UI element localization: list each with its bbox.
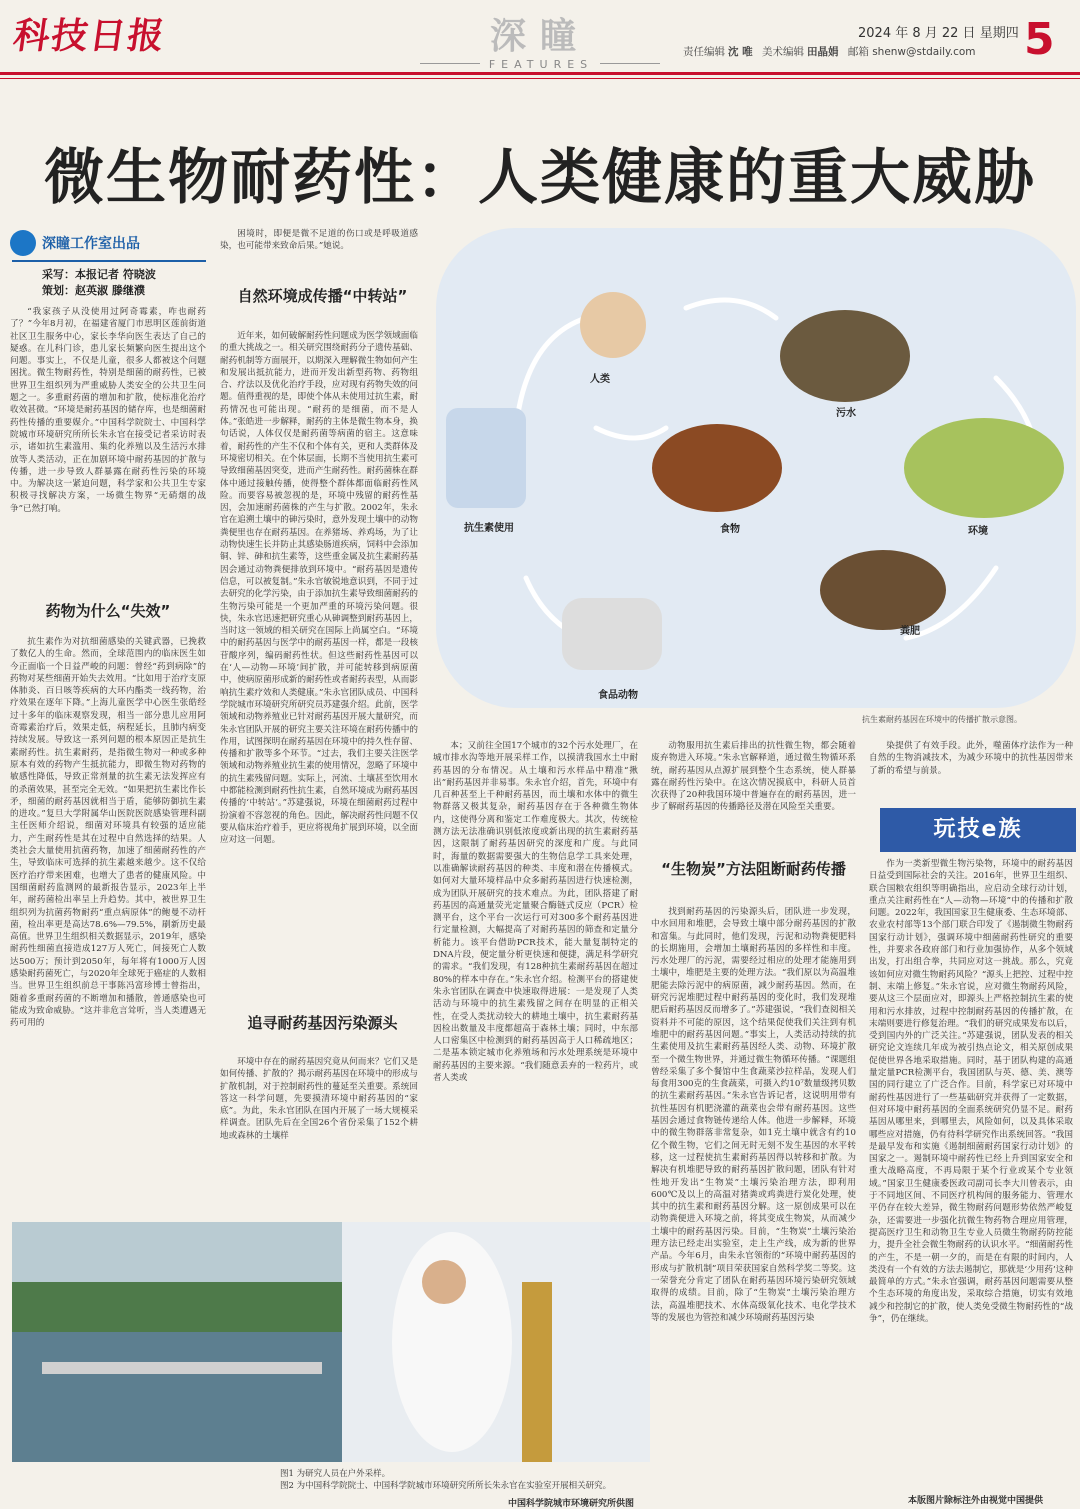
subhead-1: 药物为什么“失效”	[45, 602, 171, 620]
top-rule-thin	[0, 78, 1080, 79]
diagram-node-sewage: 污水	[836, 408, 856, 419]
art-editor-name: 田晶娟	[807, 46, 839, 58]
divider	[420, 63, 480, 64]
article-column-5b: 作为一类新型微生物污染物，环境中的耐药基因日益受到国际社会的关注。2016年，世界卫生组织、联合国粮农组织等明确指出，应启动全球行动计划，重点关注耐药性在“人—动物—环境”中的传播和扩散问题。2022年，我国国家卫生健康委、生态环境部、农业农村部等13个部门联合印发了《遏制微生物耐药国家行动计划》，强调环境中细菌耐药性研究的重要性，并要求各政府部门和行业加强协作，从多个领域出发，打出组合拳，共同应对这一挑战。那么，究竟该如何应对微生物耐药风险？“源头上把控、过程中控制、末端上修复。”朱永官说，应对微生物耐药风险，要从这三个层面应对，即源头上严格控制抗生素的使用和污水排放，过程中控制耐药基因的传播扩散，在末端则要进行修复治理。“我们的研究成果发布以后，受到国内外的广泛关注。”苏建强说，团队发表的相关研究论文连续几年成为被引热点论文，相关原创成果促使世界各地采取措施。同时，基于团队构建的高通量定量PCR检测平台，我国团队与英、德、美、澳等国的同行建立了广泛合作。目前，科学家已对环境中耐药性基因进行了一些基础研究并获得了一定数据，但对环境中耐药基因的全面系统研究仍显不足。耐药基因从哪里来，到哪里去，风险如何，以及具体采取哪些应对措施，仍有待科学研究作出系统回答。“我国是最早发布和实施《遏制细菌耐药国家行动计划》的国家之一。遏制环境中耐药性已经上升到国家安全和重大战略高度，不再局限于某个行业或某个专业领域。”国家卫生健康委医政司副司长李大川曾表示，由于不同地区间、不同医疗机构间的服务能力、管理水平仍存在较大差异，微生物耐药问题形势依然严峻复杂，还需要进一步强化抗微生物药物合理应用管理，提高医疗卫生和动物卫生专业人员微生物耐药防控能力，提升全社会微生物耐药的认识水平。“细菌耐药性的产生，不是一朝一夕的，而是在有限的时间内，人类没有一个有效的方法去遏制它，那就是‘少用药’这种最简单的方式。”朱永官强调，耐药基因问题需要从整个生态环境的角度出发，采取综合措施，切实有效地减少和控制它的扩散，使人类免受微生物耐药性的“战争”，仍在继续。	[869, 859, 1073, 1324]
article-column-2b: 近年来，如何破解耐药性问题成为医学领域面临的重大挑战之一。相关研究围绕耐药分子遗传基础、耐药机制等方面展开，以期深入理解微生物如何产生和发展出抵抗能力，进而开发出新型药物、药物组合、疗法以及优化治疗手段，应对现有药物失效的问题。值得重视的是，即使个体从未使用过抗生素，耐药情况也可能出现。“耐药的是细菌，而不是人体。”张皓进一步解释，耐药的主体是微生物本身，换句话说，人体仅仅是耐药菌等病菌的宿主。这意味着，耐药性的产生不仅和个体有关，更和人类群体及环境密切相关。在个体层面，长期不当使用抗生素可导致细菌基因突变，进而产生耐药性。耐药菌株在群体中通过接触传播，使得整个群体都面临耐药性风险。而要容易被忽视的是，环境中残留的耐药性基因，会加速耐药菌株的产生与扩散。2002年，朱永官在追溯土壤中的砷污染时，意外发现土壤中的动物粪便里也存在耐药基因。在养猪场、养鸡场，为了让动物快速生长并防止其感染肠道疾病，饲料中会添加铜、锌、砷和抗生素等，这些重金属及抗生素耐药基因会通过动物粪便排放到环境中。“耐药基因是遗传信息，可以被复制。”朱永官敏锐地意识到，不同于过去研究的化学污染，由于添加抗生素导致细菌耐药的生物污染可能是一个更加严重的环境污染问题。很快，朱永官迅速把研究重心从砷调整到耐药基因上，当时这一领域的相关研究在国际上尚属空白。“环境中的耐药基因与医学中的耐药基因一样，都是一段核苷酸序列，编码耐药性状。但这些耐药性基因可以在‘人—动物—环境’间扩散，并可能转移到病原菌中，使病原菌形成新的耐药性或者耐药表型，从而影响抗生素疗效和人类健康。”朱永官团队成员、中国科学院城市环境研究所研究员苏建强介绍。此前，医学领域和动物养殖业已针对耐药基因开展大量研究，而朱永官团队开展的研究主要关注环境在耐药传播中的作用，试图探明在耐药基因在环境中的持久性存留、传播和扩散等多个环节。“过去，我们主要关注医学领域和动物养殖业抗生素的使用情况，忽略了环境中的抗生素残留问题。实际上，河流、土壤甚至饮用水中都能检测到耐药性抗生素，自然环境成为耐药基因传播的‘中转站’。”苏建强说，环境在细菌耐药过程中扮演着不容忽视的角色。因此，解决耐药性问题不仅要从临床治疗着手，更应将视角扩展到环境，以全面应对这一问题。	[220, 331, 418, 846]
diagram-node-food: 食物	[720, 524, 740, 535]
article-column-4b: 找到耐药基因的污染源头后，团队进一步发现，中水回用和堆肥，会导致土壤中部分耐药基因的扩散和富集。与此同时，他们发现，污泥和动物粪便肥料的长期施用，会增加土壤耐药基因的多样性和丰度。污水处理厂的污泥，需要经过相应的处理才能施用到土壤中，堆肥是主要的处理方法。“我们原以为高温堆肥能去除污泥中的病原菌，减少耐药基因。然而，在研究污泥堆肥过程中耐药基因的变化时，我们发现堆肥后耐药基因反而增多了。”苏建强说，“我们查阅相关资料并不可能的原因，这个结果促使我们关注到有机堆肥中的耐药基因问题。”事实上，人类活动持续的抗生素使用及抗生素耐药基因经人类、动物、环境扩散至一个微生物世界，并通过微生物循环传播。“课题组曾经采集了多个餐馆中生食蔬菜沙拉样品，发现人们每食用300克的生食蔬菜，可摄入约10⁷数量级拷贝数的抗生素耐药基因。”朱永官告诉记者，这说明用带有抗性基因有机肥浇灌的蔬菜也会带有耐药基因。这些基因会通过食物链传递给人体。他进一步解释，环境中的微生物群落非常复杂，如1克土壤中就含有约10亿个微生物，它们之间无时无刻不发生基因的水平转移，这一过程使抗生素耐药基因得以转移和扩散。为解决有机堆肥导致的耐药基因扩散问题，团队有针对性地开发出“生物炭”土壤污染治理方法，即利用600℃及以上的高温对猪粪或鸡粪进行炭化处理，使其中的抗生素和耐药基因分解。这一原创成果可以在动物粪便进入环境之前，将其变成生物炭，从而减少土壤中的耐药基因污染。目前，“生物炭”土壤污染治理方法已经走出实验室，走上生产线，成为新的世界产品。今年6月，由朱永官领衔的“环境中耐药基因的形成与扩散机制”项目荣获国家自然科学奖二等奖。这一荣誉充分肯定了团队在耐药基因环境污染研究领域取得的成绩。目前，除了“生物炭”土壤污染治理方法，高温堆肥技术、水体高级氧化技术、电化学技术等的发展也为管控和减少环境耐药基因污染	[651, 907, 856, 1323]
human-image	[580, 292, 646, 358]
article-column-3: 本；又前往全国17个城市的32个污水处理厂，在城市排水沟等地开展采样工作，以摸清我国水土中耐药基因的分布情况。从土壤和污水样品中精准“揪出”耐药基因并非易事。朱永官介绍，首先，环境中有几百种甚至上千种耐药基因，而土壤和水体中的微生物群落又极其复杂，耐药基因存在于各种微生物体内，这使得分离和鉴定工作难度极大。其次，传统检测方法无法准确识别低浓度或新出现的抗生素耐药基因，这限制了耐药基因研究的深度和广度。与此同时，海量的数据需要强大的生物信息学工具来处理，以准确解读耐药基因的种类、丰度和潜在传播模式。如何对大量环境样品中众多耐药基因进行快速检测，成为团队开展研究的技术难点。为此，团队搭建了耐药基因的高通量荧光定量聚合酶链式反应（PCR）检测平台，这个平台一次运行可对300多个耐药基因进行定量检测，大幅提高了对耐药基因的筛查和定量分析能力。该平台借助PCR技术，能大量复制特定的DNA片段，便定量分析更快速和便捷，满足科学研究的需求。“我们发现，有128种抗生素耐药基因在超过80%的样本中存在。”朱永官介绍。检测平台的搭建使朱永官团队在调查中快速取得进展：一是发现了人类活动与环境中的抗生素残留之间存在明显的正相关性，在受人类扰动较大的耕地土壤中，抗生素耐药基因检出数量及丰度都超高于森林土壤；同时，中东部人口密集区中检测到的耐药基因高于人口稀疏地区；二是基本锁定城市化养殖场和污水处理系统是环境中耐药基因的主要来源。“我们随意丢弃的一粒药片，或者人类或	[433, 741, 638, 1084]
article-column-1b: 抗生素作为对抗细菌感染的关键武器，已挽救了数亿人的生命。然而，全球范围内的临床医生如今正面临一个日益严峻的问题：曾经“药到病除”的药物对某些细菌开始失去效用。“比如用于治疗支原体肺炎、百日咳等疾病的大环内酯类一线药物，治疗效果在逐年下降。”上海儿童医学中心医生张皓经过十多年的临床观察发现，相当一部分患儿应用阿奇霉素治疗后，效果走低，病程延长，且肺内病变持续发展。导致这一系列问题的根本原因正是抗生素耐药性。抗生素耐药，是指微生物对一种或多种原本有效的药物产生抵抗能力，即微生物对药物的敏感性降低，导致正常剂量的抗生素无法发挥应有的杀菌效果，甚至完全无效。“如果把抗生素比作长矛，细菌的耐药基因就相当于盾，能够防御抗生素的进攻。”复旦大学附属华山医院医院感染管理科副主任医师介绍说，细菌对环境具有较强的适应能力，产生耐药性是其在过程中自然选择的结果。人类社会大量使用抗菌药物，加速了细菌耐药性的产生，导致临床可选择的抗生素越来越少。这不仅给医疗治疗带来困难，也增大了患者的健康风险。中国细菌耐药监测网的最新报告显示，2023年上半年，耐药菌检出率呈上升趋势。其中，被世界卫生组织列为抗菌药物耐药“重点病原体”的鲍曼不动杆菌，检出率更是高达78.6%—79.5%，刷新历史最高值。世界卫生组织相关数据显示，2019年，感染耐药性细菌直接造成127万人死亡，间接死亡人数达500万；预计到2050年，每年将有1000万人因感染耐药菌死亡，与2020年全球死于癌症的人数相当。世界卫生组织前总干事陈冯富珍博士曾指出，随着多重耐药菌的不断增加和播散，普通感染也可能成为致命威胁。“这并非危言耸听，当人类遭遇无药可用的	[10, 637, 206, 1029]
section-subtitle: FEATURES	[488, 58, 594, 71]
editor-label: 责任编辑	[683, 46, 725, 58]
diagram-node-antibiotic-use: 抗生素使用	[464, 523, 514, 534]
reporter-line: 采写：本报记者 符晓波	[42, 268, 156, 281]
subhead-2: 自然环境成传播“中转站”	[237, 287, 408, 305]
field-sampling-photo	[12, 1222, 650, 1462]
food-image	[652, 424, 782, 512]
antibiotic-pills-image	[446, 408, 526, 508]
email-label: 邮箱	[847, 46, 869, 58]
photo-caption-2: 图2 为中国科学院院士、中国科学院城市环境研究所所长朱永官在实验室开展相关研究。	[280, 1481, 612, 1491]
subhead-4: “生物炭”方法阻断耐药传播	[661, 860, 846, 878]
cattle-image	[562, 598, 662, 670]
photo-credit: 中国科学院城市环境研究所供图	[508, 1499, 635, 1509]
page-number: 5	[1024, 14, 1055, 65]
top-rule	[0, 72, 1080, 75]
photo-caption-1: 图1 为研究人员在户外采样。	[280, 1469, 391, 1479]
article-column-2a: 困境时，即便是微不足道的伤口或是呼吸道感染，也可能带来致命后果。”她说。	[220, 229, 418, 252]
email[interactable]: shenw@stdaily.com	[872, 46, 976, 58]
article-column-2c: 环境中存在的耐药基因究竟从何而来？它们又是如何传播、扩散的？揭示耐药基因在环境中的形成与扩散机制，对于控制耐药性的蔓延至关重要。系统回答这一科学问题，先要摸清环境中耐药基因的“家底”。为此，朱永官团队在国内开展了一场大规模采样调查。团队先后在全国26个省份采集了152个耕地或森林的土壤样	[220, 1057, 418, 1141]
issue-date: 2024 年 8 月 22 日 星期四	[858, 26, 1019, 41]
diagram-node-livestock: 食品动物	[598, 690, 638, 701]
brand-banner: 玩技e族	[880, 808, 1076, 852]
newspaper-logo: 科技日报	[10, 15, 169, 57]
diagram-caption: 抗生素耐药基因在环境中的传播扩散示意图。	[862, 715, 1022, 724]
article-column-5a: 染提供了有效手段。此外，噬菌体疗法作为一种自然的生物消减技术，为减少环境中的抗性基因带来了新的希望与前景。	[869, 741, 1073, 776]
sewage-image	[780, 310, 910, 402]
diagram-node-manure: 粪肥	[900, 626, 920, 637]
article-column-1a: “我家孩子从没使用过阿奇霉素，咋也耐药了？”今年8月初，在福建省厦门市思明区莲前街道社区卫生服务中心，家长李华向医生表达了自己的疑惑。在儿科门诊，患儿家长频繁向医生提出这个问题。事实上，不仅是儿童，很多人都被这个问题困扰。微生物耐药性，特别是细菌的耐药性，已被世界卫生组织列为严重威胁人类安全的公共卫生问题之一。多重耐药菌的增加和扩散，使标准化治疗收效甚微。“环境是耐药基因的储存库，也是细菌耐药性传播的重要媒介。”中国科学院院士、中国科学院城市环境研究所所长朱永官在接受记者采访时表示，诸如抗生素滥用、集约化养殖以及生活污水排放等人类活动，正在加剧环境中耐药基因的扩散与传播，进一步导致人群暴露在耐药性污染的环境中。为解决这一紧迫问题，科学家和公共卫生专家积极寻找解决方案，一场微生物界“无硝烟的战争”已然打响。	[10, 307, 206, 514]
photo-illustration	[12, 1222, 650, 1462]
section-title: 深瞳	[489, 16, 590, 57]
divider	[600, 63, 660, 64]
art-editor-label: 美术编辑	[762, 46, 804, 58]
article-column-4a: 动物服用抗生素后排出的抗性微生物，都会随着废弃物进入环境。”朱永官解释道，通过微生物循环系统，耐药基因从点源扩展到整个生态系统，使人群暴露在耐药性污染中。在这次情况摸底中，科研人员首次获得了20种我国环境中普遍存在的耐药基因，进一步了解耐药基因的传播路径及潜在风险至关重要。	[651, 741, 856, 813]
editor-info	[683, 44, 976, 59]
diagram-node-human: 人类	[590, 374, 610, 385]
subhead-3: 追寻耐药基因污染源头	[247, 1014, 398, 1032]
studio-logo-icon	[10, 230, 36, 256]
editor-name: 沈 唯	[728, 46, 753, 58]
manure-image	[820, 550, 946, 630]
environment-image	[904, 418, 1064, 518]
diagram-node-environment: 环境	[968, 526, 988, 537]
divider	[12, 260, 206, 262]
photo-caption	[280, 1468, 611, 1492]
studio-name: 深瞳工作室出品	[42, 236, 140, 252]
planning-line: 策划：赵英淑 滕继濮	[42, 284, 145, 297]
page-footnote: 本版图片除标注外由视觉中国提供	[908, 1496, 1044, 1506]
headline: 微生物耐药性：人类健康的重大威胁	[44, 143, 1036, 213]
